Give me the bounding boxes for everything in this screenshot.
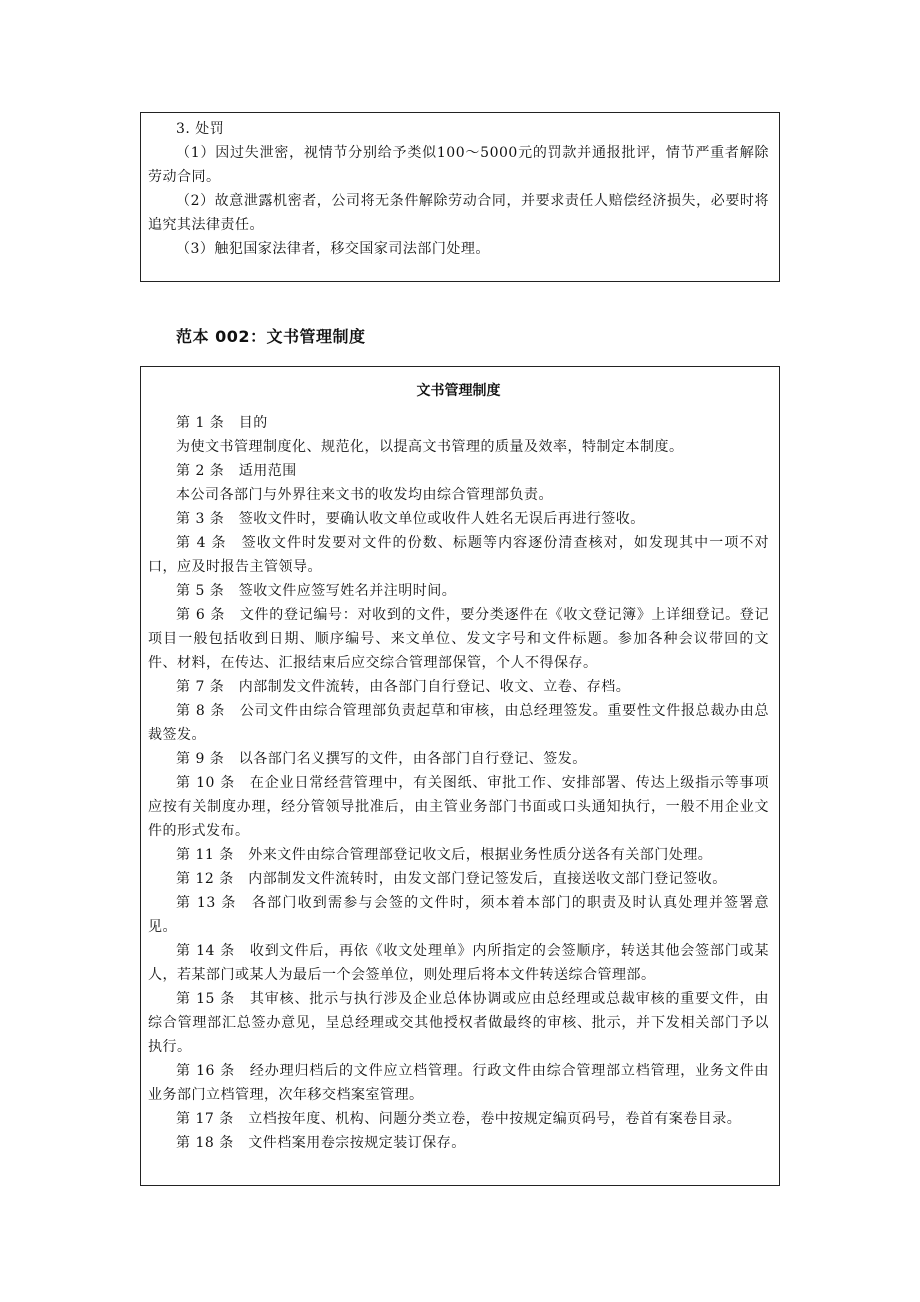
- article-10: 第 10 条 在企业日常经营管理中，有关图纸、审批工作、安排部署、传达上级指示等事项应按有关制度办理，经分管领导批准后，由主管业务部门书面或口头通知执行，一般不用企业文件的形式发布。: [148, 775, 769, 839]
- penalty-section-box: [140, 112, 780, 282]
- document-title: 文书管理制度: [416, 383, 501, 399]
- article-8: 第 8 条 公司文件由综合管理部负责起草和审核，由总经理签发。重要性文件报总裁办由总裁签发。: [148, 703, 769, 743]
- penalty-item-3: （3）触犯国家法律者，移交国家司法部门处理。: [176, 241, 490, 257]
- article-2-body: 本公司各部门与外界往来文书的收发均由综合管理部负责。: [176, 487, 553, 503]
- article-9: 第 9 条 以各部门名义撰写的文件，由各部门自行登记、签发。: [176, 751, 587, 767]
- article-2-heading: 第 2 条 适用范围: [176, 463, 297, 479]
- article-11: 第 11 条 外来文件由综合管理部登记收文后，根据业务性质分送各有关部门处理。: [176, 847, 713, 863]
- article-16: 第 16 条 经办理归档后的文件应立档管理。行政文件由综合管理部立档管理，业务文件由业务部门立档管理，次年移交档案室管理。: [148, 1063, 769, 1103]
- article-12: 第 12 条 内部制发文件流转时，由发文部门登记签发后，直接送收文部门登记签收。: [176, 871, 727, 887]
- article-14: 第 14 条 收到文件后，再依《收文处理单》内所指定的会签顺序，转送其他会签部门或某人，若某部门或某人为最后一个会签单位，则处理后将本文件转送综合管理部。: [148, 943, 769, 983]
- article-1-heading: 第 1 条 目的: [176, 415, 268, 431]
- article-15: 第 15 条 其审核、批示与执行涉及企业总体协调或应由总经理或总裁审核的重要文件，由综合管理部汇总签办意见，呈总经理或交其他授权者做最终的审核、批示，并下发相关部门予以执行。: [148, 991, 769, 1055]
- article-17: 第 17 条 立档按年度、机构、问题分类立卷，卷中按规定编页码号，卷首有案卷目录。: [176, 1111, 742, 1127]
- article-18: 第 18 条 文件档案用卷宗按规定装订保存。: [176, 1135, 466, 1151]
- template-heading: 范本 002：文书管理制度: [176, 327, 366, 346]
- article-13: 第 13 条 各部门收到需参与会签的文件时，须本着本部门的职责及时认真处理并签署意见。: [148, 895, 769, 935]
- article-5: 第 5 条 签收文件应签写姓名并注明时间。: [176, 583, 457, 599]
- article-4: 第 4 条 签收文件时发要对文件的份数、标题等内容逐份清查核对，如发现其中一项不对口，应及时报告主管领导。: [148, 535, 769, 575]
- article-1-body: 为使文书管理制度化、规范化，以提高文书管理的质量及效率，特制定本制度。: [176, 439, 684, 455]
- article-7: 第 7 条 内部制发文件流转，由各部门自行登记、收文、立卷、存档。: [176, 679, 631, 695]
- penalty-item-1: （1）因过失泄密，视情节分别给予类似100～5000元的罚款并通报批评，情节严重者解除劳动合同。: [148, 145, 769, 185]
- article-6: 第 6 条 文件的登记编号：对收到的文件，要分类逐件在《收文登记簿》上详细登记。登记项目一般包括收到日期、顺序编号、来文单位、发文字号和文件标题。参加各种会议带回的文件、材料，在传达、汇报结束后应交综合管理部保管，个人不得保存。: [148, 607, 769, 671]
- penalty-heading: 3. 处罚: [176, 121, 225, 137]
- article-3: 第 3 条 签收文件时，要确认收文单位或收件人姓名无误后再进行签收。: [176, 511, 645, 527]
- penalty-item-2: （2）故意泄露机密者，公司将无条件解除劳动合同，并要求责任人赔偿经济损失，必要时将追究其法律责任。: [148, 193, 769, 233]
- document-management-box: [140, 366, 780, 1186]
